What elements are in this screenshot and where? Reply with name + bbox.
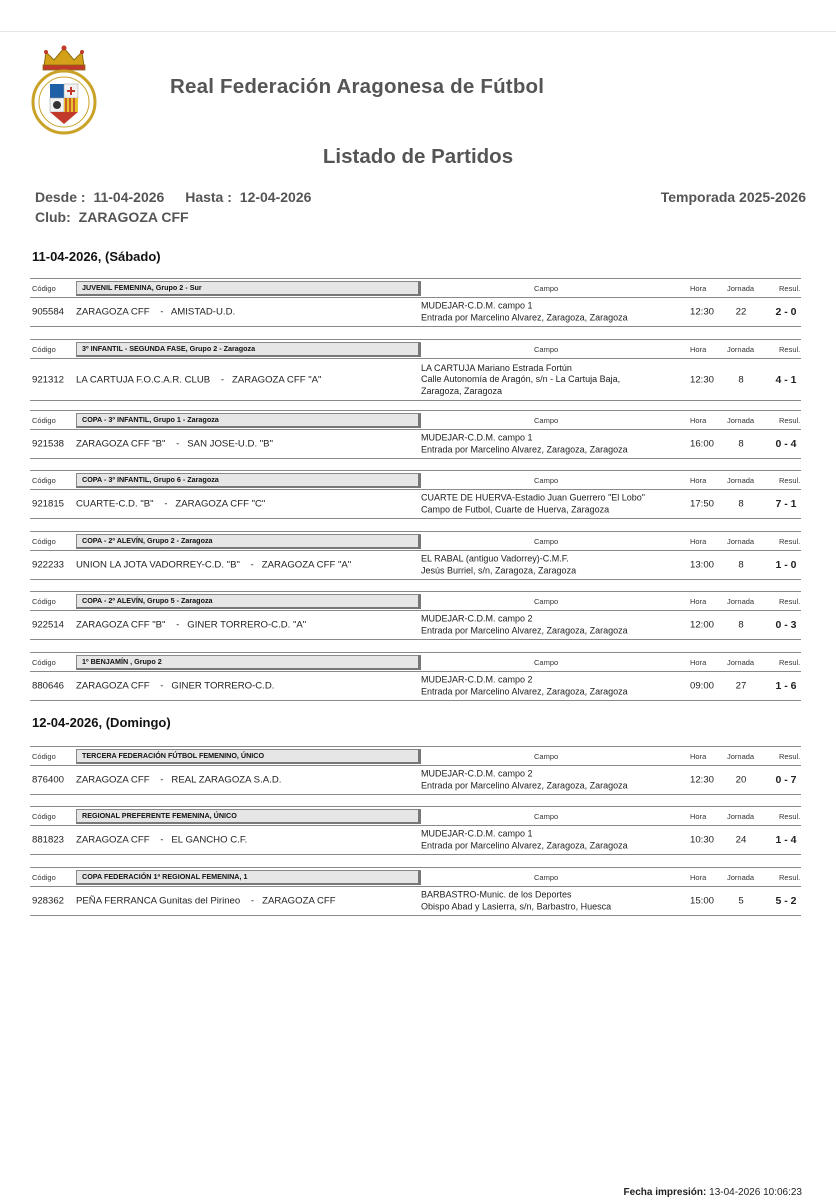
jornada-column-label: Jornada: [727, 537, 755, 546]
match-code: 922514: [32, 619, 65, 631]
venue-line: MUDEJAR-C.D.M. campo 1: [421, 432, 533, 443]
campo-column-label: Campo: [534, 537, 559, 546]
codigo-column-label: Código: [32, 658, 56, 667]
match-result: 5 - 2: [775, 895, 797, 907]
codigo-column-label: Código: [32, 597, 56, 606]
match-round: 5: [738, 895, 744, 907]
venue-line: Calle Autonomía de Aragón, s/n - La Cartuja Baja,: [421, 373, 621, 384]
day-heading: 11-04-2026, (Sábado): [32, 249, 161, 264]
jornada-column-label: Jornada: [727, 476, 755, 485]
match-block: [30, 652, 801, 701]
match-code: 921815: [32, 498, 65, 510]
document-title: Listado de Partidos: [322, 145, 514, 168]
venue-line: Entrada por Marcelino Alvarez, Zaragoza, Zaragoza: [421, 686, 628, 696]
match-row: [30, 610, 801, 640]
codigo-column-label: Código: [32, 812, 56, 821]
desde-label: Desde :: [35, 189, 86, 205]
jornada-column-label: Jornada: [727, 416, 755, 425]
venue-line: MUDEJAR-C.D.M. campo 2: [421, 613, 533, 624]
match-result: 0 - 3: [775, 619, 797, 631]
federation-crest-icon: [28, 44, 100, 136]
match-venue: [421, 433, 628, 456]
match-row: [30, 358, 801, 401]
match-header: [30, 652, 801, 671]
codigo-column-label: Código: [32, 345, 56, 354]
competition-name: REGIONAL PREFERENTE FEMENINA, ÚNICO: [76, 809, 421, 824]
resul-column-label: Resul.: [779, 537, 801, 546]
match-block: [30, 339, 801, 401]
venue-line: MUDEJAR-C.D.M. campo 1: [421, 828, 533, 839]
venue-line: MUDEJAR-C.D.M. campo 1: [421, 300, 533, 311]
campo-column-label: Campo: [534, 873, 559, 882]
resul-column-label: Resul.: [779, 284, 801, 293]
hora-column-label: Hora: [690, 873, 707, 882]
venue-line: Jesús Burriel, s/n, Zaragoza, Zaragoza: [421, 565, 577, 575]
competition-name: JUVENIL FEMENINA, Grupo 2 - Sur: [76, 281, 421, 296]
resul-column-label: Resul.: [779, 416, 801, 425]
match-result: 4 - 1: [775, 373, 797, 386]
match-time: 15:00: [689, 895, 714, 907]
match-code: 876400: [32, 774, 65, 786]
match-venue: [421, 554, 576, 577]
match-venue: [421, 675, 628, 698]
hora-column-label: Hora: [690, 476, 707, 485]
match-result: 7 - 1: [775, 498, 797, 510]
match-time: 10:30: [689, 834, 714, 846]
match-result: 0 - 4: [775, 438, 797, 450]
match-venue: [421, 890, 611, 913]
date-range: [35, 189, 311, 205]
match-teams: ZARAGOZA CFF - GINER TORRERO-C.D.: [76, 680, 275, 692]
jornada-column-label: Jornada: [727, 284, 755, 293]
resul-column-label: Resul.: [779, 658, 801, 667]
competition-name: COPA - 2º ALEVÍN, Grupo 2 - Zaragoza: [76, 534, 421, 549]
organization-title: Real Federación Aragonesa de Fútbol: [170, 75, 545, 98]
resul-column-label: Resul.: [779, 812, 801, 821]
match-header: [30, 806, 801, 825]
match-row: [30, 489, 801, 519]
venue-line: LA CARTUJA Mariano Estrada Fortún: [421, 362, 572, 373]
jornada-column-label: Jornada: [727, 658, 755, 667]
venue-line: MUDEJAR-C.D.M. campo 2: [421, 768, 533, 779]
competition-name: 1º BENJAMÍN , Grupo 2: [76, 655, 421, 670]
match-round: 20: [735, 774, 747, 786]
print-date-label: Fecha impresión:: [623, 1187, 707, 1198]
match-time: 13:00: [689, 559, 714, 571]
match-teams: ZARAGOZA CFF - EL GANCHO C.F.: [76, 834, 248, 846]
venue-line: Entrada por Marcelino Alvarez, Zaragoza, Zaragoza: [421, 840, 628, 850]
venue-line: Zaragoza, Zaragoza: [421, 385, 503, 396]
resul-column-label: Resul.: [779, 597, 801, 606]
codigo-column-label: Código: [32, 752, 56, 761]
match-teams: LA CARTUJA F.O.C.A.R. CLUB - ZARAGOZA CFF "A": [76, 374, 322, 385]
club-info: [35, 209, 189, 225]
match-round: 8: [738, 559, 744, 571]
match-row: [30, 671, 801, 701]
match-block: [30, 531, 801, 580]
jornada-column-label: Jornada: [727, 812, 755, 821]
competition-name: COPA - 3º INFANTIL, Grupo 6 - Zaragoza: [76, 473, 421, 488]
hora-column-label: Hora: [690, 345, 707, 354]
print-date-value: 13-04-2026 10:06:23: [709, 1187, 802, 1198]
match-header: [30, 470, 801, 489]
match-round: 8: [738, 438, 744, 450]
competition-name: COPA - 3º INFANTIL, Grupo 1 - Zaragoza: [76, 413, 421, 428]
match-round: 27: [735, 680, 747, 692]
match-time: 09:00: [689, 680, 714, 692]
match-header: [30, 278, 801, 297]
match-time: 12:30: [689, 774, 714, 786]
match-row: [30, 297, 801, 327]
match-time: 12:00: [689, 619, 714, 631]
match-code: 921538: [32, 438, 65, 450]
match-header: [30, 591, 801, 610]
match-venue: [421, 301, 628, 324]
competition-name: COPA FEDERACIÓN 1ª REGIONAL FEMENINA, 1: [76, 870, 421, 885]
match-header: [30, 531, 801, 550]
match-teams: ZARAGOZA CFF - AMISTAD-U.D.: [76, 306, 236, 318]
hora-column-label: Hora: [690, 812, 707, 821]
match-block: [30, 591, 801, 640]
campo-column-label: Campo: [534, 812, 559, 821]
match-result: 1 - 0: [775, 559, 797, 571]
match-block: [30, 470, 801, 519]
jornada-column-label: Jornada: [727, 873, 755, 882]
match-round: 24: [735, 834, 747, 846]
match-venue: [421, 362, 620, 397]
hora-column-label: Hora: [690, 537, 707, 546]
codigo-column-label: Código: [32, 284, 56, 293]
hora-column-label: Hora: [690, 597, 707, 606]
venue-line: Entrada por Marcelino Alvarez, Zaragoza, Zaragoza: [421, 625, 628, 635]
match-code: 881823: [32, 834, 65, 846]
match-row: [30, 550, 801, 580]
match-teams: PEÑA FERRANCA Gunitas del Pirineo - ZARAGOZA CFF: [76, 895, 336, 907]
match-venue: [421, 769, 628, 792]
jornada-column-label: Jornada: [727, 345, 755, 354]
competition-name: 3º INFANTIL - SEGUNDA FASE, Grupo 2 - Zaragoza: [76, 342, 421, 357]
top-rule: [0, 31, 836, 32]
venue-line: CUARTE DE HUERVA-Estadio Juan Guerrero "El Lobo": [421, 492, 645, 503]
match-code: 928362: [32, 895, 65, 907]
venue-line: Entrada por Marcelino Alvarez, Zaragoza, Zaragoza: [421, 780, 628, 790]
venue-line: Obispo Abad y Lasierra, s/n, Barbastro, Huesca: [421, 901, 612, 911]
match-teams: ZARAGOZA CFF - REAL ZARAGOZA S.A.D.: [76, 774, 282, 786]
match-code: 905584: [32, 306, 65, 318]
match-teams: CUARTE-C.D. "B" - ZARAGOZA CFF "C": [76, 498, 266, 510]
match-block: [30, 746, 801, 795]
resul-column-label: Resul.: [779, 476, 801, 485]
resul-column-label: Resul.: [779, 752, 801, 761]
campo-column-label: Campo: [534, 416, 559, 425]
hasta-label: Hasta :: [185, 189, 232, 205]
hasta-value: 12-04-2026: [239, 189, 312, 205]
match-time: 12:30: [689, 306, 714, 318]
competition-name: TERCERA FEDERACIÓN FÚTBOL FEMENINO, ÚNICO: [76, 749, 421, 764]
match-block: [30, 278, 801, 327]
campo-column-label: Campo: [534, 284, 559, 293]
match-code: 922233: [32, 559, 65, 571]
match-row: [30, 886, 801, 916]
match-result: 2 - 0: [775, 306, 797, 318]
hora-column-label: Hora: [690, 658, 707, 667]
match-block: [30, 867, 801, 916]
hora-column-label: Hora: [690, 416, 707, 425]
venue-line: BARBASTRO-Munic. de los Deportes: [421, 889, 572, 900]
match-row: [30, 765, 801, 795]
match-row: [30, 429, 801, 459]
venue-line: Entrada por Marcelino Alvarez, Zaragoza, Zaragoza: [421, 312, 628, 322]
jornada-column-label: Jornada: [727, 597, 755, 606]
match-code: 921312: [32, 374, 65, 385]
venue-line: EL RABAL (antiguo Vadorrey)-C.M.F.: [421, 553, 569, 564]
match-time: 17:50: [689, 498, 714, 510]
match-header: [30, 410, 801, 429]
venue-line: Campo de Futbol, Cuarte de Huerva, Zaragoza: [421, 504, 610, 514]
match-time: 16:00: [689, 438, 714, 450]
campo-column-label: Campo: [534, 345, 559, 354]
season-label: Temporada 2025-2026: [660, 189, 806, 205]
club-value: ZARAGOZA CFF: [78, 209, 189, 225]
match-header: [30, 867, 801, 886]
campo-column-label: Campo: [534, 658, 559, 667]
match-teams: ZARAGOZA CFF "B" - GINER TORRERO-C.D. "A": [76, 619, 307, 631]
match-result: 0 - 7: [775, 774, 797, 786]
resul-column-label: Resul.: [779, 345, 801, 354]
match-round: 8: [738, 498, 744, 510]
match-code: 880646: [32, 680, 65, 692]
hora-column-label: Hora: [690, 284, 707, 293]
jornada-column-label: Jornada: [727, 752, 755, 761]
match-header: [30, 339, 801, 358]
hora-column-label: Hora: [690, 752, 707, 761]
venue-line: MUDEJAR-C.D.M. campo 2: [421, 674, 533, 685]
match-teams: ZARAGOZA CFF "B" - SAN JOSE-U.D. "B": [76, 438, 273, 450]
campo-column-label: Campo: [534, 476, 559, 485]
match-row: [30, 825, 801, 855]
club-label: Club:: [35, 209, 71, 225]
codigo-column-label: Código: [32, 537, 56, 546]
match-venue: [421, 493, 645, 516]
match-venue: [421, 614, 628, 637]
match-time: 12:30: [689, 374, 714, 385]
match-venue: [421, 829, 628, 852]
match-round: 8: [738, 619, 744, 631]
match-block: [30, 806, 801, 855]
match-result: 1 - 4: [775, 834, 797, 846]
campo-column-label: Campo: [534, 752, 559, 761]
campo-column-label: Campo: [534, 597, 559, 606]
resul-column-label: Resul.: [779, 873, 801, 882]
venue-line: Entrada por Marcelino Alvarez, Zaragoza, Zaragoza: [421, 444, 628, 454]
match-result: 1 - 6: [775, 680, 797, 692]
codigo-column-label: Código: [32, 476, 56, 485]
match-header: [30, 746, 801, 765]
print-date: [624, 1187, 802, 1198]
codigo-column-label: Código: [32, 873, 56, 882]
match-teams: UNION LA JOTA VADORREY-C.D. "B" - ZARAGOZA CFF "A": [76, 559, 352, 571]
match-round: 8: [738, 374, 744, 385]
day-heading: 12-04-2026, (Domingo): [32, 715, 171, 730]
match-round: 22: [735, 306, 747, 318]
competition-name: COPA - 2º ALEVÍN, Grupo 5 - Zaragoza: [76, 594, 421, 609]
codigo-column-label: Código: [32, 416, 56, 425]
match-block: [30, 410, 801, 459]
desde-value: 11-04-2026: [93, 189, 165, 205]
